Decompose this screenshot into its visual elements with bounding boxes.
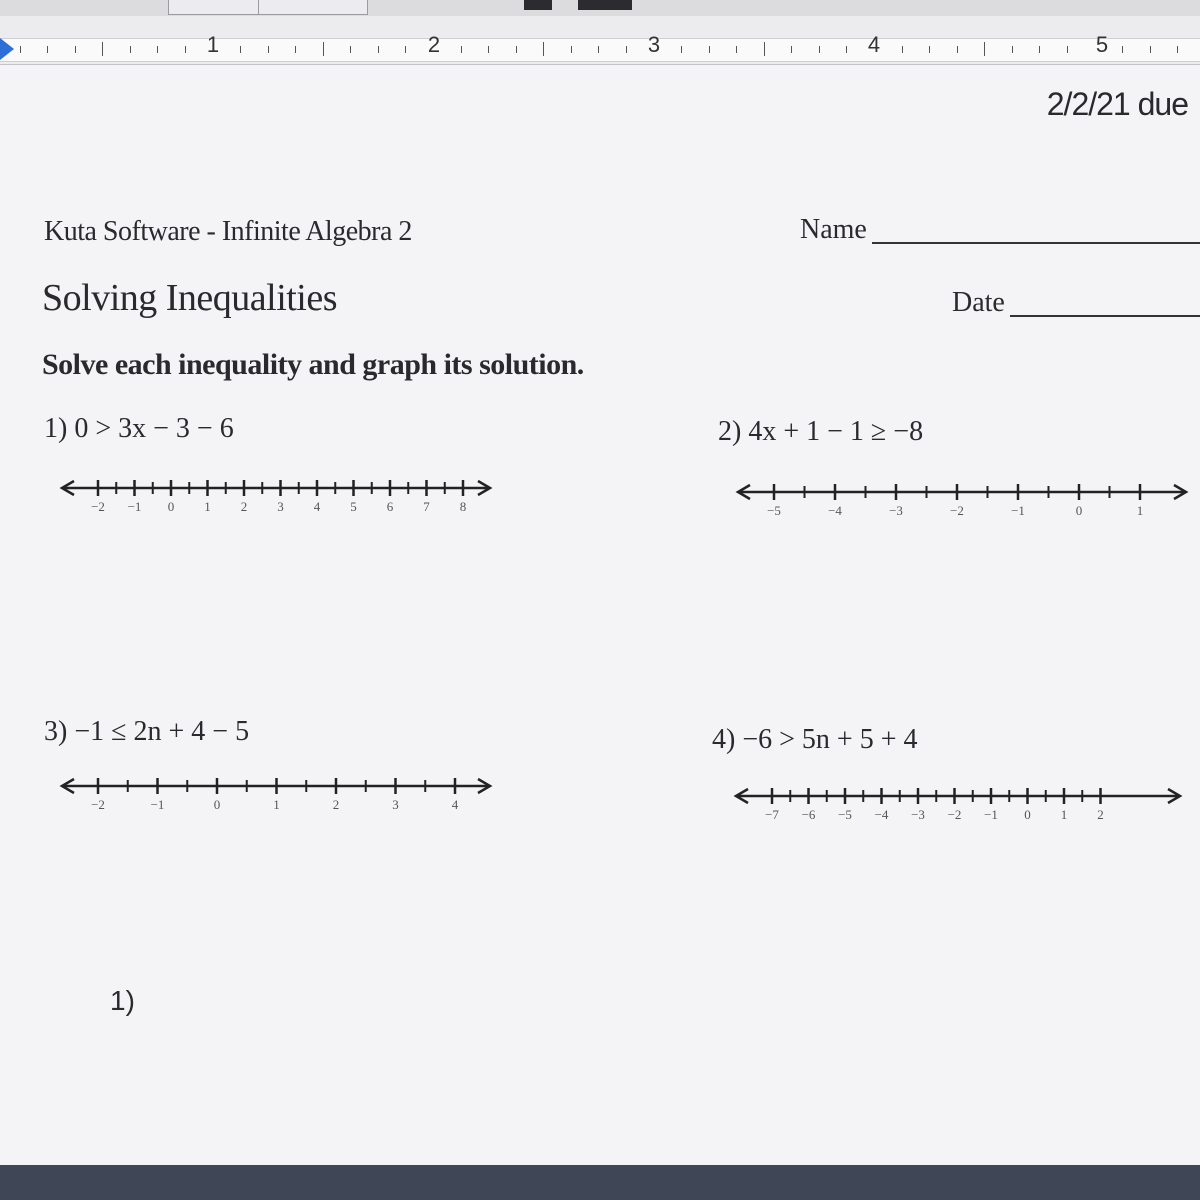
tick-label: 2 [240,499,248,514]
ruler-tick [598,46,599,53]
ruler-tick [571,46,572,53]
tick-label: 2 [1097,807,1104,822]
ruler-tick [75,46,76,53]
ruler-tick [378,46,379,53]
tick-label: −4 [828,503,842,518]
worksheet-instructions: Solve each inequality and graph its solution. [42,348,584,381]
ruler-tick [1039,46,1040,53]
problem-4-inequality: 4) −6 > 5n + 5 + 4 [712,724,918,755]
ruler-tick [130,46,131,53]
tick-label: 5 [350,499,357,514]
tick-label: −1 [984,807,998,822]
document-ruler[interactable] [0,16,1200,65]
problem-1-inequality: 1) 0 > 3x − 3 − 6 [44,413,234,444]
ruler-tick [488,46,489,53]
tick-label: −1 [127,499,142,514]
ruler-number: 4 [867,32,881,57]
problem-2-inequality: 2) 4x + 1 − 1 ≥ −8 [718,416,924,447]
ruler-tick [268,46,269,53]
toolbar-dash-icon[interactable] [524,0,552,10]
tick-label: 0 [167,499,175,514]
tick-label: 1 [1136,503,1144,518]
tick-label: −3 [889,503,903,518]
top-toolbar [0,0,1200,16]
ruler-tick [984,42,985,56]
tick-label: 1 [1060,807,1068,822]
ruler-strip [0,38,1200,62]
ruler-tick [1122,46,1123,53]
tick-label: 7 [423,499,430,514]
ruler-tick [1067,46,1068,53]
toolbar-line-icon[interactable] [578,0,632,10]
ruler-number: 1 [206,32,220,57]
worksheet-title: Solving Inequalities [42,277,338,319]
tick-label: 0 [1024,807,1031,822]
tick-label: −2 [950,503,964,518]
due-note: 2/2/21 due [1046,86,1188,122]
ruler-tick [516,46,517,53]
tick-label: 4 [313,499,321,514]
date-field-line[interactable] [1010,315,1200,317]
ruler-tick [157,46,158,53]
number-line-1[interactable] [56,472,496,518]
ruler-tick [791,46,792,53]
ruler-tick [681,46,682,53]
bottom-taskbar [0,1165,1200,1200]
tick-label: −7 [765,807,779,822]
ruler-tick [626,46,627,53]
ruler-tick [819,46,820,53]
ruler-tick [543,42,544,56]
ruler-tick [1177,46,1178,53]
date-label: Date [952,287,1005,318]
tick-label: 1 [204,499,211,514]
problem-3-inequality: 3) −1 ≤ 2n + 4 − 5 [44,716,250,747]
ruler-tick [20,46,21,53]
tick-label: 3 [392,797,399,812]
ruler-tick [323,42,324,56]
tick-label: −2 [91,797,105,812]
ruler-tick [709,46,710,53]
ruler-tick [957,46,958,53]
ruler-number: 3 [647,32,661,57]
tick-label: −3 [911,807,925,822]
toolbar-field-left[interactable] [168,0,260,15]
tick-label: 2 [332,797,340,812]
ruler-tick [902,46,903,53]
ruler-tick [1150,46,1151,53]
ruler-tick [240,46,241,53]
tick-label: 1 [273,797,280,812]
ruler-tick [929,46,930,53]
tick-label: −4 [874,807,889,822]
tick-label: −2 [947,807,962,822]
number-line-2[interactable] [732,478,1192,524]
tick-label: −5 [838,807,852,822]
ruler-tick [185,46,186,53]
ruler-tick [295,46,296,53]
ruler-tick [47,46,48,53]
tick-label: −2 [91,499,105,514]
ruler-number: 5 [1095,32,1109,57]
number-line-4[interactable] [730,782,1186,828]
tick-label: −6 [801,807,816,822]
tick-label: 0 [213,797,221,812]
tick-label: −1 [1011,503,1025,518]
number-line-3[interactable] [56,772,496,818]
name-label: Name [800,214,867,245]
toolbar-field-right[interactable] [258,0,368,15]
ruler-tick [461,46,462,53]
tick-label: 4 [451,797,459,812]
ruler-tick [846,46,847,53]
ruler-number: 2 [427,32,441,57]
ruler-tick [736,46,737,53]
name-field-line[interactable] [872,242,1200,244]
ruler-tick [405,46,406,53]
ruler-tick [1012,46,1013,53]
tick-label: 8 [459,499,467,514]
worksheet-publisher: Kuta Software - Infinite Algebra 2 [44,216,412,247]
ruler-tick [764,42,765,56]
answer-label-1: 1) [110,985,135,1016]
tick-label: 3 [277,499,284,514]
tick-label: −1 [150,797,165,812]
tick-label: 6 [386,499,394,514]
tick-label: −5 [767,503,781,518]
ruler-tick [350,46,351,53]
tick-label: 0 [1075,503,1083,518]
ruler-tick [102,42,103,56]
indent-marker-icon[interactable] [0,38,14,60]
